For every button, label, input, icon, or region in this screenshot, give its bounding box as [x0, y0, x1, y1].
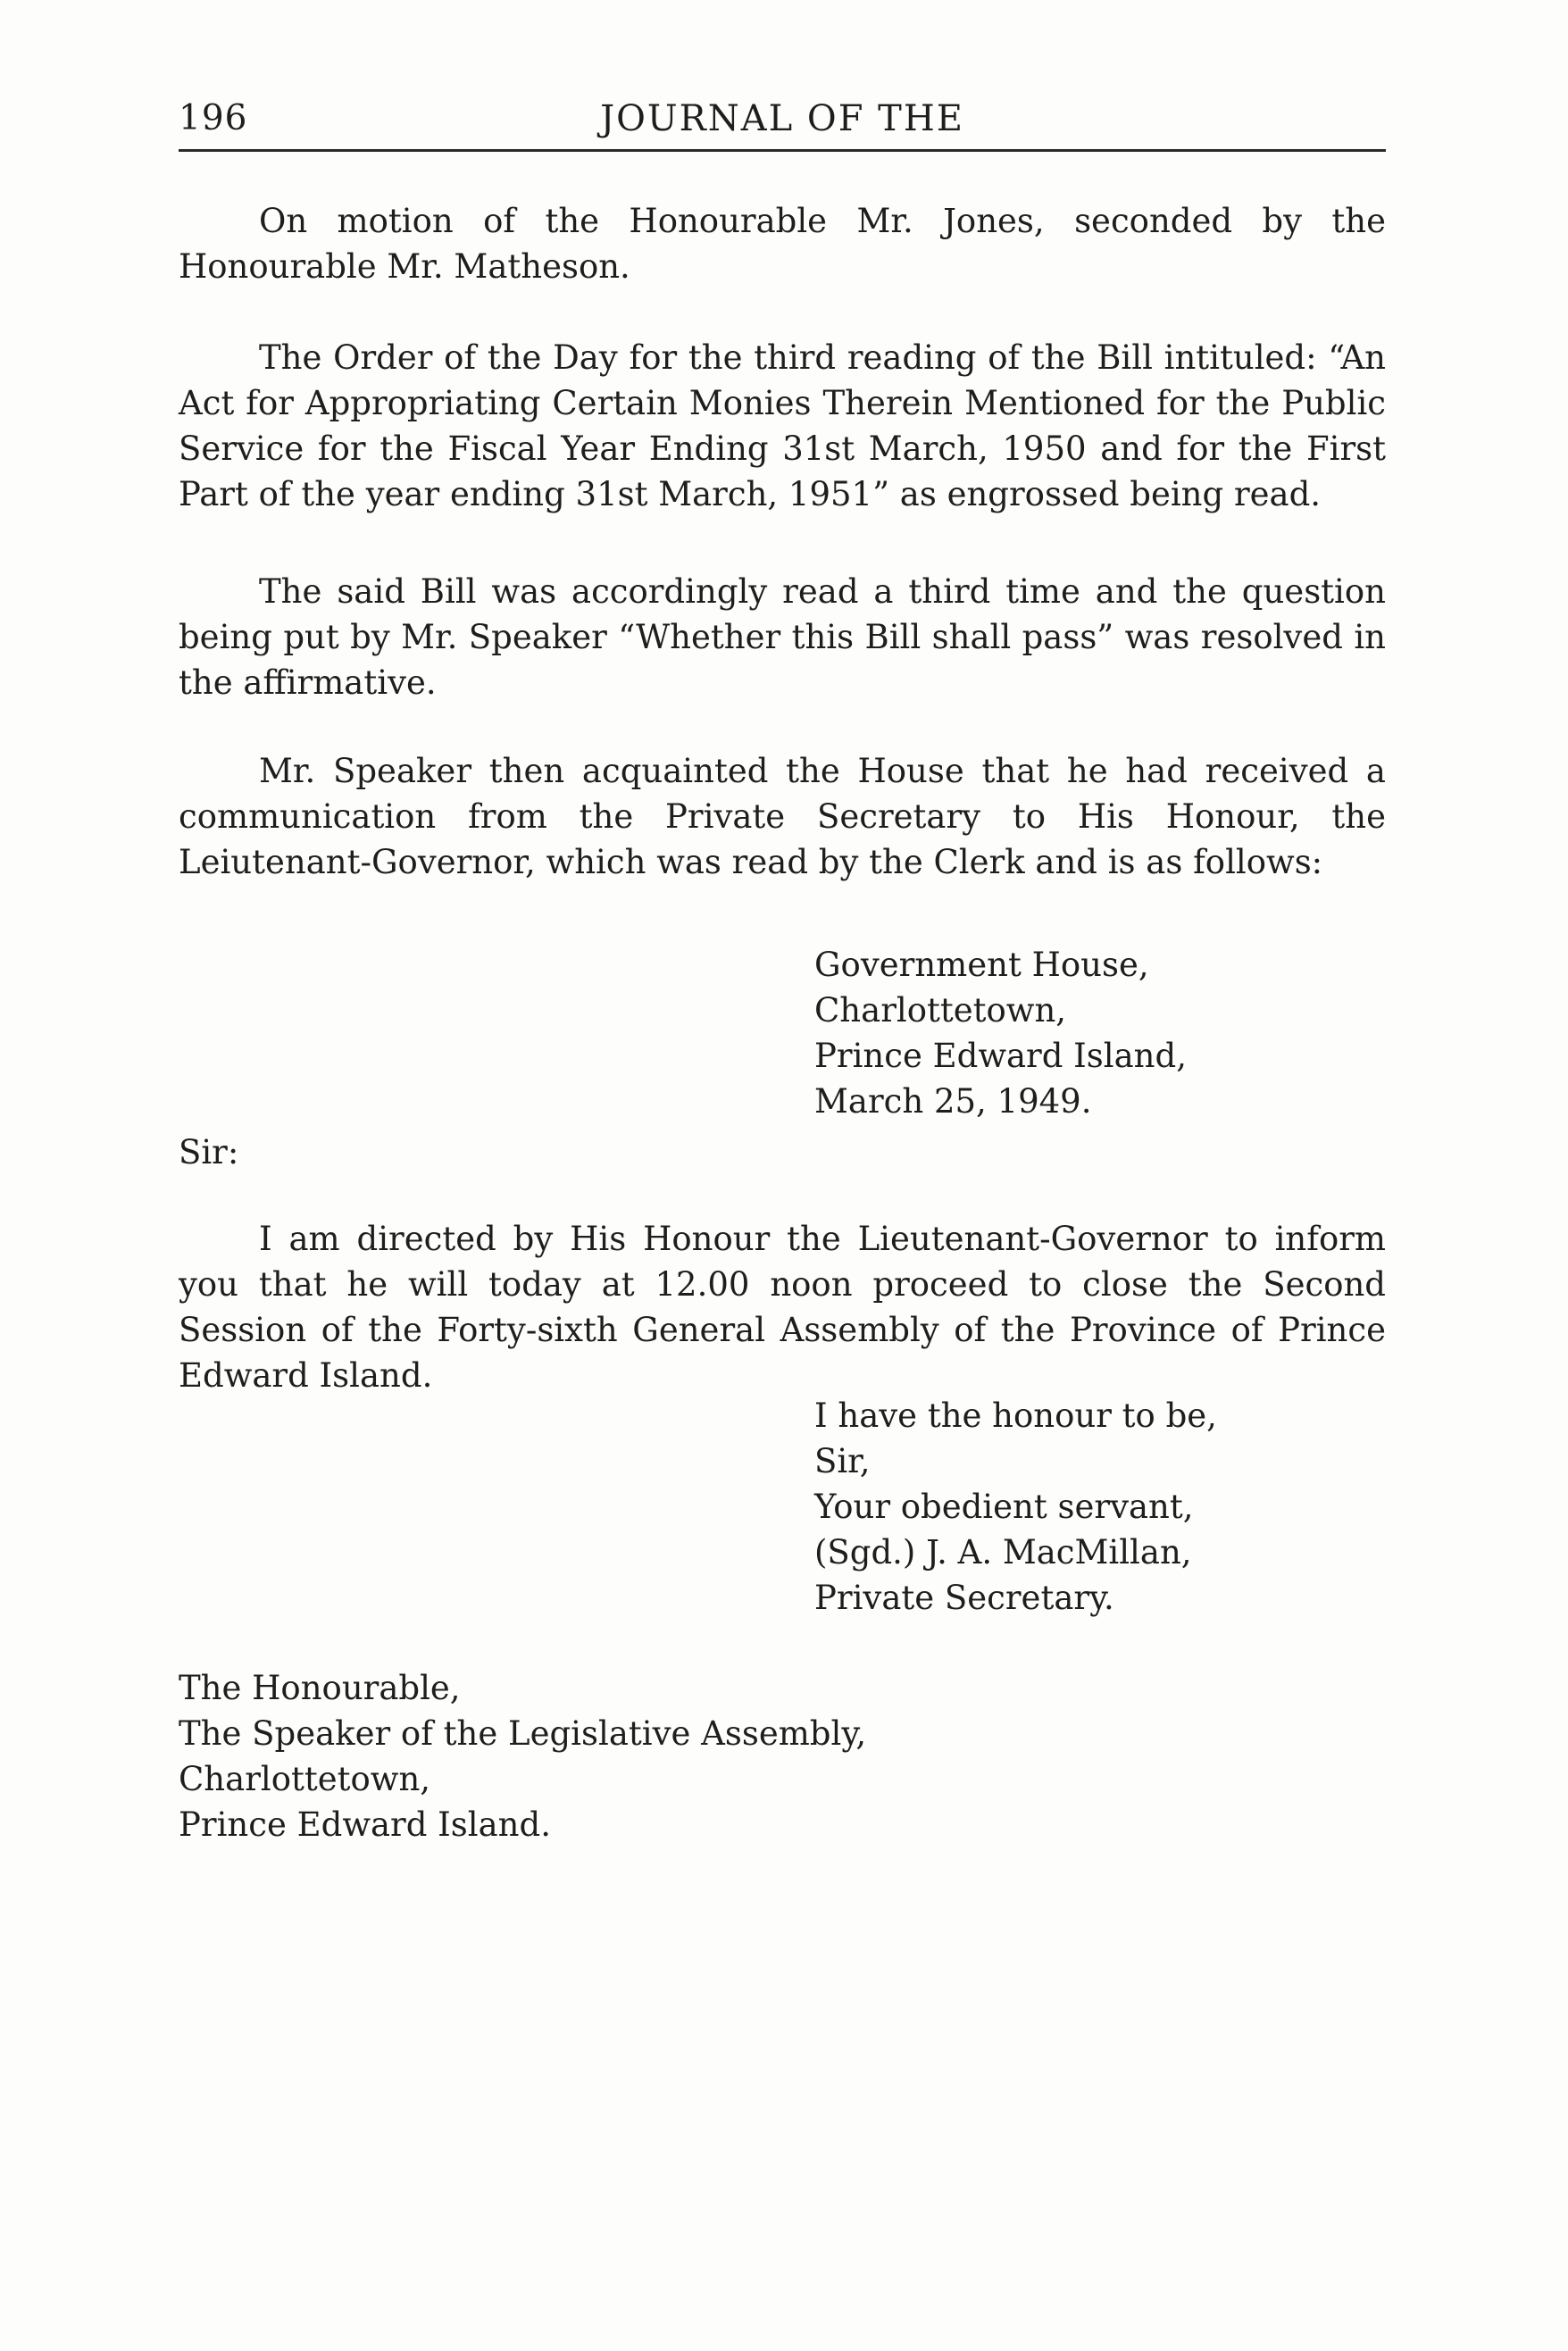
communication-paragraph: Mr. Speaker then acquainted the House that he had received a communication from the Private Secretary to His Honour, the Leiutenant-Governor, which was read by the Clerk and is as follows: — [179, 752, 1386, 881]
letter-address — [814, 942, 1187, 1124]
letter-body: I am directed by His Honour the Lieutenant-Governor to inform you that he will today at 12.00 noon proceed to close the Second Session of the Forty-sixth General Assembly of the Province of Prince Edward Island. — [179, 1220, 1386, 1395]
closing-line: I have the honour to be, — [814, 1396, 1217, 1435]
letter-recipient — [179, 1665, 866, 1847]
address-line: Government House, — [814, 946, 1149, 984]
closing-line: Sir, — [814, 1442, 871, 1480]
closing-line: (Sgd.) J. A. MacMillan, — [814, 1533, 1192, 1572]
closing-line: Your obedient servant, — [814, 1488, 1194, 1526]
letter-closing — [814, 1393, 1217, 1621]
page-number: 196 — [179, 98, 248, 138]
third-reading-paragraph: The said Bill was accordingly read a third time and the question being put by Mr. Speaker “Whether this Bill shall pass” was resolved in the affirmative. — [179, 572, 1386, 702]
order-of-day-paragraph: The Order of the Day for the third reading of the Bill intituled: “An Act for Appropriating Certain Monies Therein Mentioned for the Public Service for the Fiscal Year Ending 31st March, 1950 and for the First Part of the year ending 31st March, 1951” as engrossed being read. — [179, 338, 1386, 513]
header-rule — [179, 149, 1386, 152]
address-line: Prince Edward Island, — [814, 1037, 1187, 1075]
closing-line: Private Secretary. — [814, 1579, 1114, 1617]
page-header — [179, 98, 1386, 152]
running-head: JOURNAL OF THE — [600, 98, 964, 139]
address-line: Charlottetown, — [814, 991, 1067, 1030]
address-line: March 25, 1949. — [814, 1082, 1092, 1121]
recipient-line: The Honourable, — [179, 1669, 461, 1707]
recipient-line: The Speaker of the Legislative Assembly, — [179, 1714, 867, 1753]
recipient-line: Charlottetown, — [179, 1760, 431, 1798]
motion-paragraph: On motion of the Honourable Mr. Jones, seconded by the Honourable Mr. Matheson. — [179, 202, 1386, 286]
recipient-line: Prince Edward Island. — [179, 1805, 551, 1844]
letter-salutation: Sir: — [179, 1133, 239, 1171]
